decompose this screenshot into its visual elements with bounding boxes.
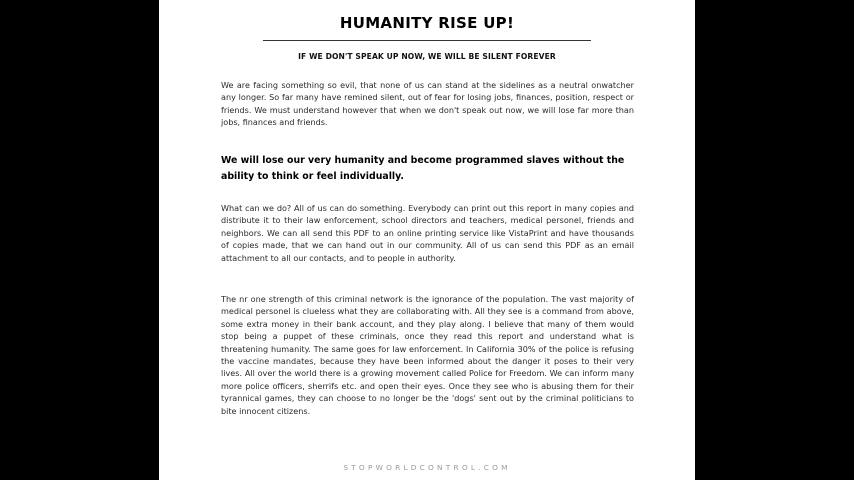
page-subtitle: IF WE DON'T SPEAK UP NOW, WE WILL BE SILENT FOREVER — [298, 52, 556, 61]
paragraph-intro: We are facing something so evil, that none of us can stand at the sidelines as a neutral onwatcher any longer. So far many have remined silent, out of fear for losing jobs, finances, position, respect or friends. We must understand however that when we don't speak out now, we will lose far more than jobs, finances and friends. — [221, 80, 634, 128]
title-divider — [263, 40, 591, 41]
footer-website: STOPWORLDCONTROL.COM — [343, 463, 511, 472]
document-page — [159, 0, 695, 480]
paragraph-emphasis: We will lose our very humanity and become programmed slaves without the ability to think or feel individually. — [221, 155, 625, 182]
paragraph-strength: The nr one strength of this criminal network is the ignorance of the population. The vast majority of medical personel is clueless what they are collaborating with. All they see is a command from above, some extra money in their bank account, and they play along. I believe that many of them would stop being a puppet of these criminals, once they read this report and understand what is threatening humanity. The same goes for law enforcement. In California 30% of the police is refusing the vaccine mandates, because they have been informed about the danger it poses to their very lives. All over the world there is a growing movement called Police for Freedom. We can inform many more police officers, sherrifs etc. and open their eyes. Once they see who is abusing them for their tyrannical games, they can choose to no longer be the 'dogs' sent out by the criminal politicians to bite innocent citizens. — [221, 294, 634, 416]
page-title: HUMANITY RISE UP! — [339, 14, 515, 32]
paragraph-action: What can we do? All of us can do something. Everybody can print out this report in many copies and distribute it to their law enforcement, school directors and teachers, medical personel, friends and neighbors. We can all send this PDF to an online printing service like VistaPrint and have thousands of copies made, that we can hand out in our community. All of us can send this PDF as an email attachment to all our contacts, and to people in authority. — [221, 203, 634, 263]
